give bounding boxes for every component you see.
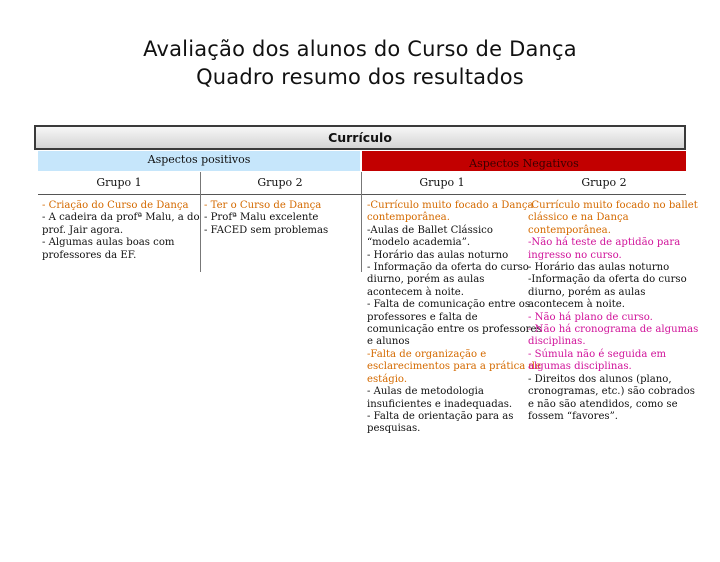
cell-line: - Aulas de metodologia [367,386,484,398]
cell-line: - Não há plano de curso. [528,311,653,323]
cell-line: clássico e na Dança [528,212,629,224]
title-line-2: Quadro resumo dos resultados [196,65,524,89]
cell-line: acontecem à noite. [367,286,464,298]
positive-group-1-cell [42,200,198,262]
group-header-pos-2: Grupo 2 [257,176,303,189]
cell-line: -Currículo muito focado a Dança [367,200,534,211]
column-divider [200,172,201,272]
cell-line: - Falta de orientação para as [367,410,514,422]
cell-line: - Algumas aulas boas com [42,237,175,249]
cell-line: - Súmula não é seguida em [528,348,667,360]
cell-line: acontecem à noite. [528,299,625,311]
cell-line: -Falta de organização e [367,348,487,360]
cell-line: “modelo academia”. [367,237,471,249]
cell-line: pesquisas. [367,423,421,435]
column-divider [361,172,362,272]
cell-line: - FACED sem problemas [204,224,329,236]
cell-line: e não são atendidos, como se [528,398,678,410]
cell-line: prof. Jair agora. [42,224,124,236]
negative-group-1-cell [367,200,542,436]
group-header-neg-1: Grupo 1 [419,176,465,189]
negative-group-2-cell [528,200,699,423]
cell-line: - Horário das aulas noturno [528,262,670,274]
cell-line: esclarecimentos para a prática de [367,361,541,373]
cell-line: - A cadeira da profª Malu, a do [42,212,200,224]
cell-line: contemporânea. [367,212,450,224]
positive-group-2-cell [204,200,358,237]
cell-line: ingresso no curso. [528,249,622,261]
positive-aspects-header: Aspectos positivos [38,151,360,171]
cell-line: estágio. [367,373,408,385]
cell-line: comunicação entre os professores [367,324,542,336]
cell-line: contemporânea. [528,224,611,236]
cell-line: e alunos [367,336,410,348]
cell-line: -Informação da oferta do curso [528,274,687,286]
cell-line: professores e falta de [367,311,478,323]
cell-line: - Profª Malu excelente [204,212,319,224]
cell-line: - Horário das aulas noturno [367,249,509,261]
group-header-neg-2: Grupo 2 [581,176,627,189]
table-header-curriculo: Currículo [34,125,686,150]
title-line-1: Avaliação dos alunos do Curso de Dança [143,37,577,61]
cell-line: - Falta de comunicação entre os [367,299,531,311]
cell-line: fossem “favores”. [528,410,618,422]
cell-line: - Criação do Curso de Dança [42,200,189,211]
group-header-pos-1: Grupo 1 [96,176,142,189]
cell-line: disciplinas. [528,336,586,348]
cell-line: - Ter o Curso de Dança [204,200,322,211]
cell-line: - Não há cronograma de algumas [528,324,699,336]
cell-line: diurno, porém as aulas [367,274,485,286]
negative-aspects-header: Aspectos Negativos [362,151,686,171]
cell-line: - Direitos dos alunos (plano, [528,373,672,385]
cell-line: -Aulas de Ballet Clássico [367,224,493,236]
cell-line: algumas disciplinas. [528,361,632,373]
cell-line: - Informação da oferta do curso [367,262,529,274]
cell-line: diurno, porém as aulas [528,286,646,298]
divider-line [38,194,686,195]
cell-line: -Currículo muito focado no ballet [528,200,698,211]
cell-line: -Não há teste de aptidão para [528,237,681,249]
results-table [34,125,699,562]
cell-line: cronogramas, etc.) são cobrados [528,386,695,398]
cell-line: professores da EF. [42,249,137,261]
cell-line: insuficientes e inadequadas. [367,398,513,410]
